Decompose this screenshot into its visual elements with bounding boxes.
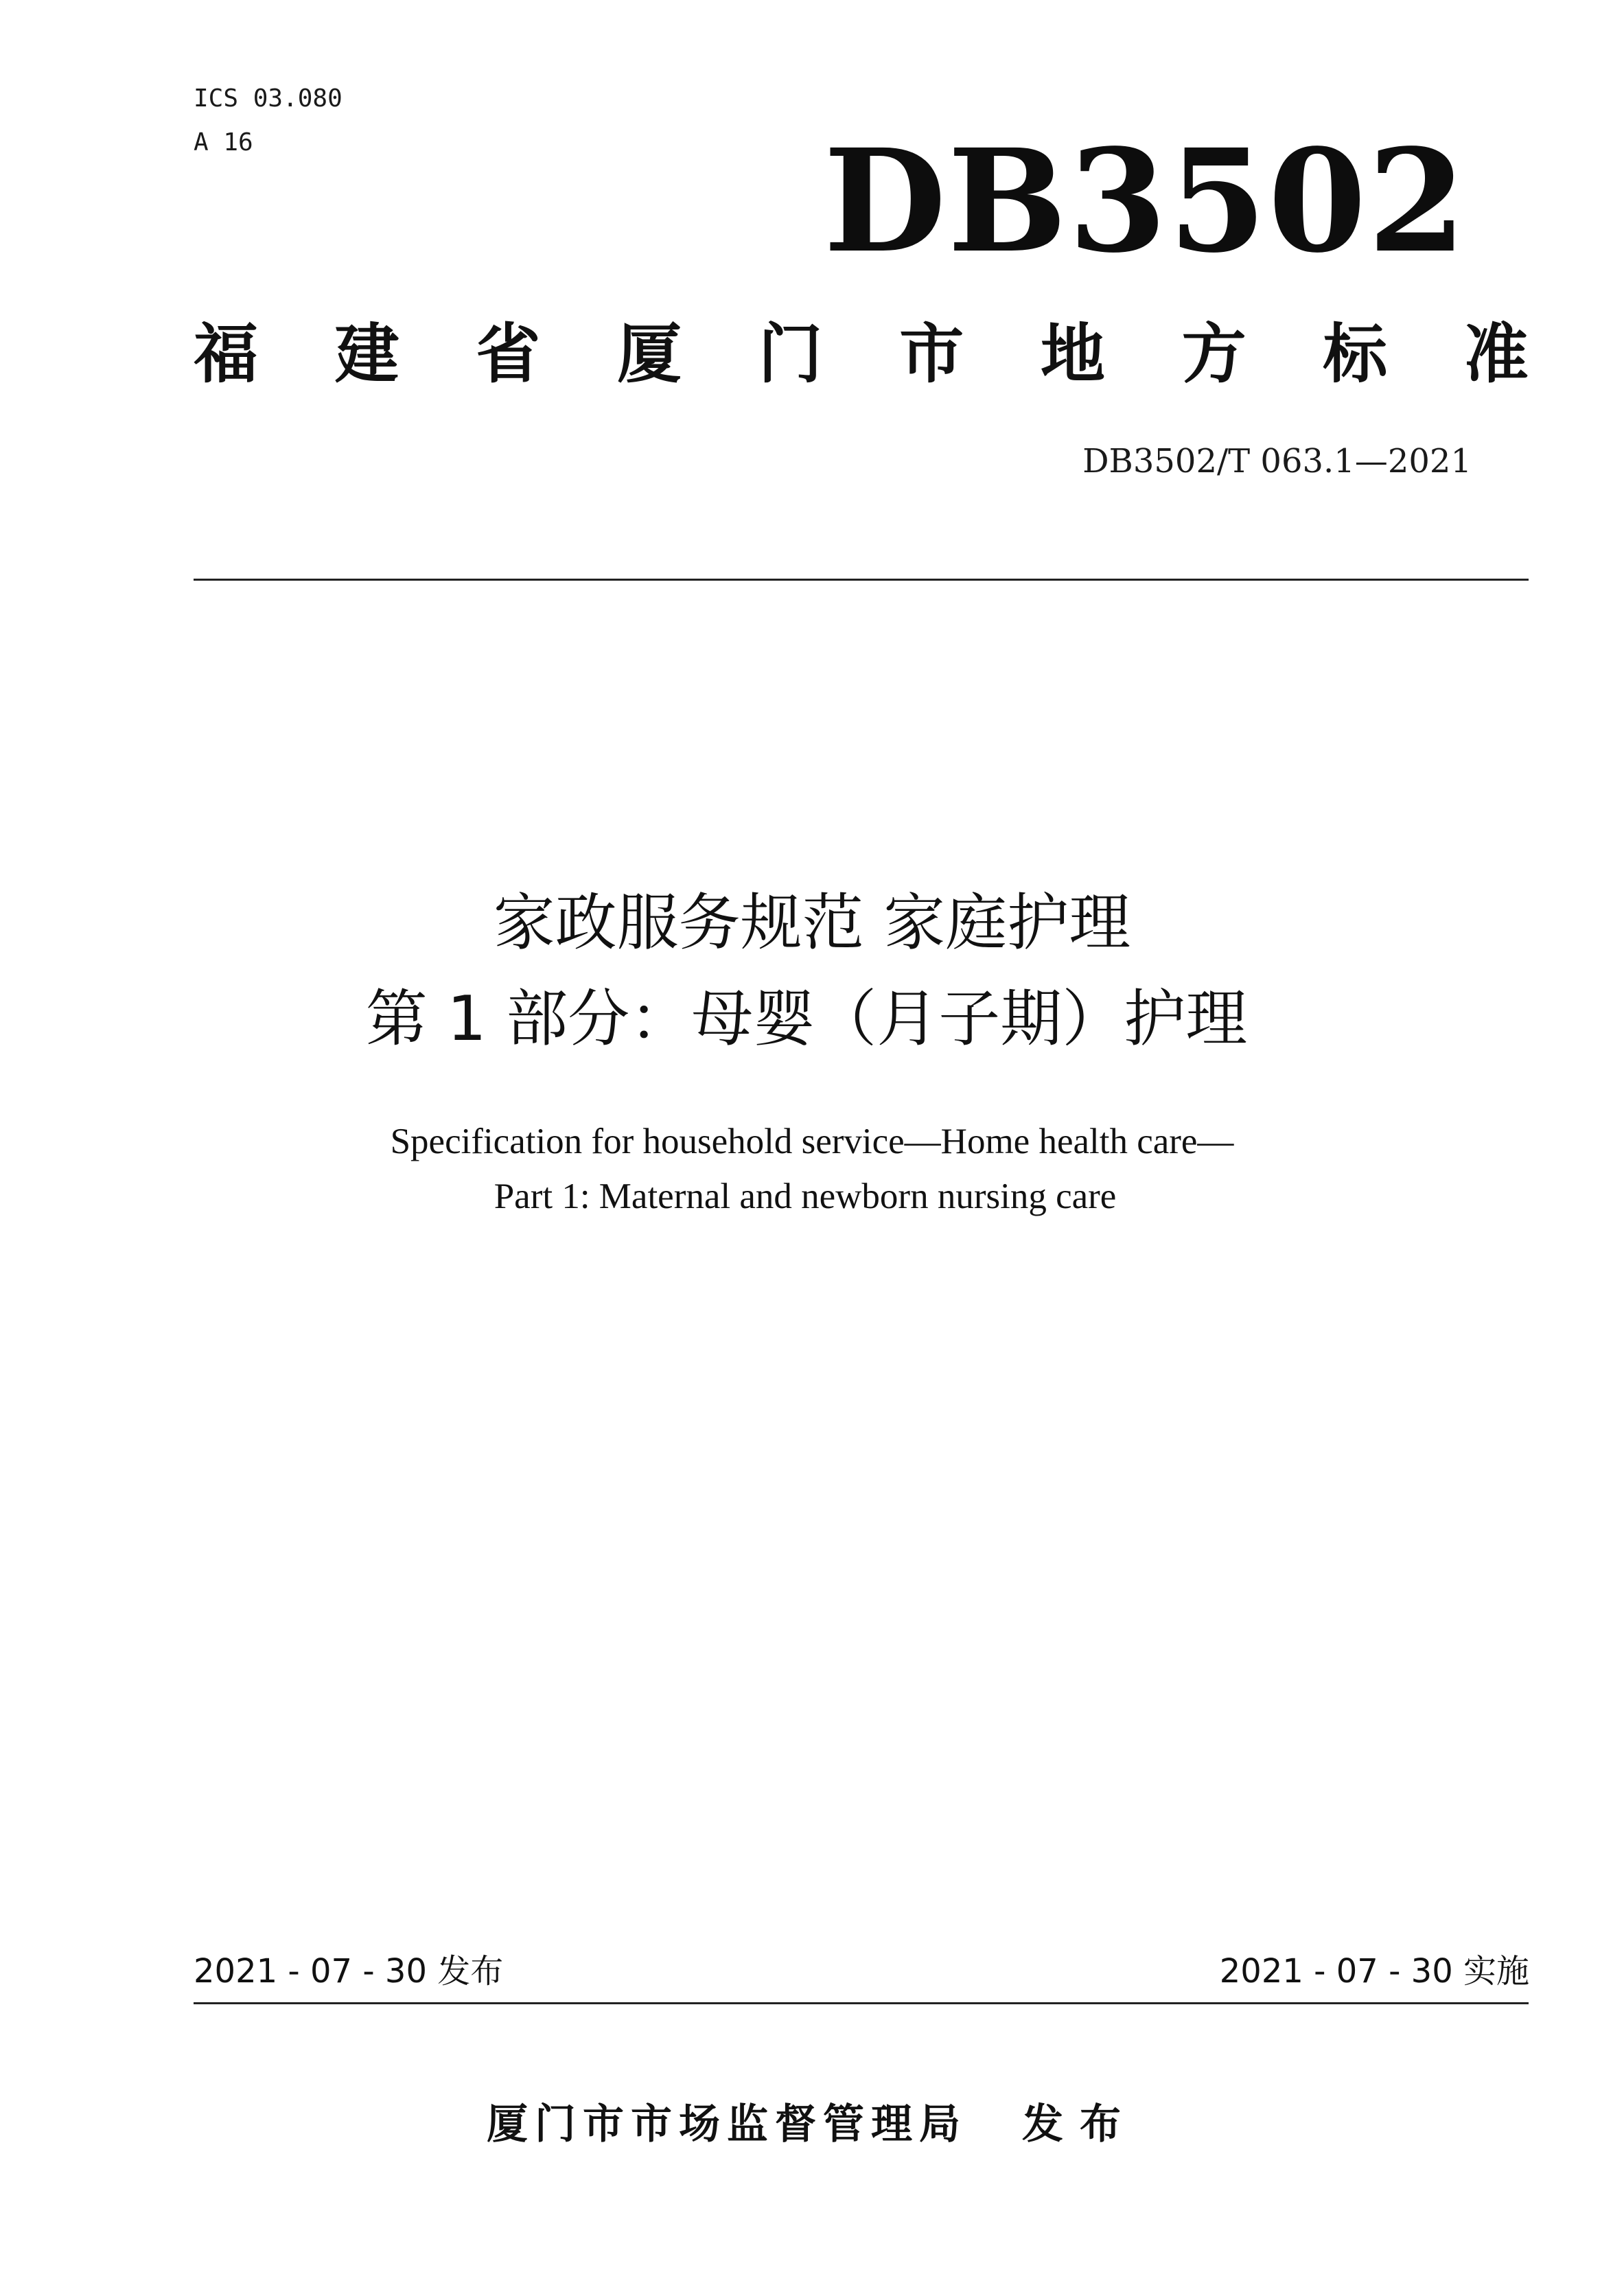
title-chinese-line-2: 第 1 部分：母婴（月子期）护理 [365, 983, 1248, 1055]
standard-kind-char: 市 [899, 317, 964, 392]
issue-action: 发布 [1022, 2100, 1137, 2148]
implementation-date: 2021 - 07 - 30 实施 [1219, 1952, 1529, 1991]
issuer-line [0, 2097, 1624, 2152]
standard-kind-char: 福 [194, 317, 259, 392]
title-english-line-2: Part 1: Maternal and newborn nursing care [494, 1176, 1117, 1216]
standard-number: DB3502/T 063.1—2021 [1082, 442, 1472, 480]
standard-kind-char: 标 [1323, 317, 1388, 392]
issue-date: 2021 - 07 - 30 发布 [194, 1952, 504, 1991]
standard-kind-char: 地 [1040, 317, 1105, 392]
standard-kind-heading [194, 317, 1529, 393]
standard-logo: DB3502 [823, 118, 1468, 284]
issuing-organization: 厦门市市场监督管理局 [487, 2100, 967, 2148]
header-divider [194, 579, 1529, 581]
footer-divider [194, 2002, 1529, 2004]
title-english-line-1: Specification for household service—Home health care— [390, 1122, 1234, 1161]
ics-code: ICS 03.080 [194, 84, 343, 113]
standard-kind-char: 门 [758, 317, 823, 392]
standard-kind-char: 建 [334, 317, 399, 392]
title-chinese-line-1: 家政服务规范 家庭护理 [493, 887, 1131, 959]
standard-kind-char: 准 [1463, 317, 1529, 392]
classification-code: A 16 [194, 128, 253, 156]
standard-kind-char: 省 [476, 317, 541, 392]
standard-kind-char: 方 [1181, 317, 1246, 392]
standard-kind-char: 厦 [616, 317, 682, 392]
